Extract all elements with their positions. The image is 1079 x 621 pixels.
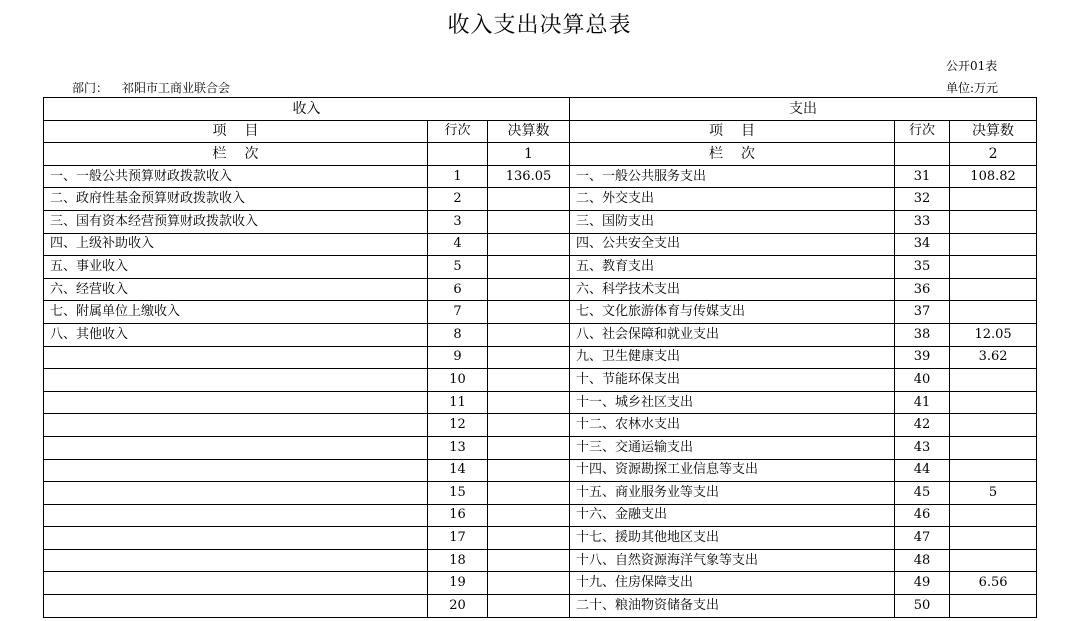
table-row — [44, 436, 1037, 459]
income-row-no-cell: 3 — [428, 210, 488, 233]
expense-item-header: 项目 — [570, 120, 895, 143]
income-amount-cell — [488, 210, 570, 233]
income-row-no-cell: 18 — [428, 549, 488, 572]
income-row-no-cell: 19 — [428, 572, 488, 595]
income-row-no-cell: 10 — [428, 369, 488, 392]
expense-item-cell: 十九、住房保障支出 — [570, 572, 895, 595]
expense-amount-cell — [950, 414, 1037, 437]
expense-amount-cell: 5 — [950, 482, 1037, 505]
income-amount-cell — [488, 301, 570, 324]
expense-row-no-cell: 49 — [895, 572, 950, 595]
income-expense-table — [43, 97, 1037, 618]
expense-amount-cell — [950, 369, 1037, 392]
expense-item-cell: 四、公共安全支出 — [570, 233, 895, 256]
income-amount-cell — [488, 527, 570, 550]
expense-amount-cell — [950, 504, 1037, 527]
income-row-no-cell: 8 — [428, 323, 488, 346]
expense-amount-cell — [950, 233, 1037, 256]
income-amount-cell — [488, 549, 570, 572]
expense-row-no-cell: 40 — [895, 369, 950, 392]
income-row-no-cell: 7 — [428, 301, 488, 324]
expense-row-no-cell: 47 — [895, 527, 950, 550]
expense-amount-cell: 6.56 — [950, 572, 1037, 595]
income-amount-cell — [488, 459, 570, 482]
income-item-cell — [44, 482, 428, 505]
income-item-cell — [44, 459, 428, 482]
expense-amount-cell: 108.82 — [950, 165, 1037, 188]
table-row — [44, 210, 1037, 233]
table-row — [44, 188, 1037, 211]
table-row — [44, 256, 1037, 279]
table-row — [44, 414, 1037, 437]
income-item-cell: 一、一般公共预算财政拨款收入 — [44, 165, 428, 188]
income-amount-cell — [488, 188, 570, 211]
expense-row-no-cell: 41 — [895, 391, 950, 414]
income-row-no-cell: 5 — [428, 256, 488, 279]
expense-amount-cell — [950, 256, 1037, 279]
income-row-no-cell: 1 — [428, 165, 488, 188]
expense-amount-header: 决算数 — [950, 120, 1037, 143]
table-row — [44, 549, 1037, 572]
expense-section-header: 支出 — [570, 98, 1037, 121]
income-column-blank — [428, 143, 488, 166]
income-amount-cell — [488, 233, 570, 256]
expense-row-no-cell: 33 — [895, 210, 950, 233]
header-row-section — [44, 98, 1037, 121]
expense-row-no-cell: 39 — [895, 346, 950, 369]
income-column-no: 1 — [488, 143, 570, 166]
income-row-no-cell: 16 — [428, 504, 488, 527]
expense-item-cell: 二十、粮油物资储备支出 — [570, 595, 895, 618]
expense-item-cell: 二、外交支出 — [570, 188, 895, 211]
table-row — [44, 278, 1037, 301]
expense-amount-cell — [950, 527, 1037, 550]
income-item-cell — [44, 346, 428, 369]
income-amount-cell — [488, 595, 570, 618]
income-item-cell — [44, 504, 428, 527]
income-amount-cell — [488, 278, 570, 301]
table-row — [44, 572, 1037, 595]
income-item-cell: 五、事业收入 — [44, 256, 428, 279]
table-row — [44, 391, 1037, 414]
income-item-header: 项目 — [44, 120, 428, 143]
table-row — [44, 527, 1037, 550]
income-row-no-cell: 12 — [428, 414, 488, 437]
expense-column-label: 栏次 — [570, 143, 895, 166]
income-row-no-cell: 2 — [428, 188, 488, 211]
income-row-no-cell: 9 — [428, 346, 488, 369]
expense-row-no-cell: 31 — [895, 165, 950, 188]
income-row-no-cell: 11 — [428, 391, 488, 414]
expense-amount-cell — [950, 549, 1037, 572]
income-item-cell: 八、其他收入 — [44, 323, 428, 346]
table-row — [44, 165, 1037, 188]
income-amount-cell — [488, 572, 570, 595]
income-amount-cell — [488, 504, 570, 527]
expense-row-no-cell: 36 — [895, 278, 950, 301]
income-amount-cell — [488, 391, 570, 414]
income-item-cell — [44, 572, 428, 595]
expense-amount-cell — [950, 595, 1037, 618]
income-amount-cell — [488, 346, 570, 369]
income-row-no-cell: 17 — [428, 527, 488, 550]
income-row-no-header: 行次 — [428, 120, 488, 143]
income-item-cell — [44, 549, 428, 572]
expense-item-cell: 十六、金融支出 — [570, 504, 895, 527]
expense-row-no-cell: 43 — [895, 436, 950, 459]
income-amount-header: 决算数 — [488, 120, 570, 143]
income-item-cell: 三、国有资本经营预算财政拨款收入 — [44, 210, 428, 233]
header-row-columns — [44, 120, 1037, 143]
expense-row-no-cell: 42 — [895, 414, 950, 437]
form-code: 公开01表 — [946, 59, 998, 73]
expense-item-cell: 十二、农林水支出 — [570, 414, 895, 437]
expense-row-no-header: 行次 — [895, 120, 950, 143]
table-row — [44, 504, 1037, 527]
income-item-cell: 七、附属单位上缴收入 — [44, 301, 428, 324]
income-row-no-cell: 13 — [428, 436, 488, 459]
expense-item-cell: 八、社会保障和就业支出 — [570, 323, 895, 346]
income-row-no-cell: 4 — [428, 233, 488, 256]
expense-item-cell: 十四、资源勘探工业信息等支出 — [570, 459, 895, 482]
income-item-cell — [44, 595, 428, 618]
income-amount-cell — [488, 436, 570, 459]
expense-item-cell: 十五、商业服务业等支出 — [570, 482, 895, 505]
table-row — [44, 323, 1037, 346]
income-row-no-cell: 15 — [428, 482, 488, 505]
expense-amount-cell — [950, 210, 1037, 233]
expense-column-no: 2 — [950, 143, 1037, 166]
income-item-cell — [44, 391, 428, 414]
income-column-label: 栏次 — [44, 143, 428, 166]
expense-row-no-cell: 32 — [895, 188, 950, 211]
table-row — [44, 233, 1037, 256]
expense-item-cell: 九、卫生健康支出 — [570, 346, 895, 369]
income-section-header: 收入 — [44, 98, 570, 121]
expense-row-no-cell: 38 — [895, 323, 950, 346]
expense-item-cell: 十七、援助其他地区支出 — [570, 527, 895, 550]
table-row — [44, 369, 1037, 392]
expense-amount-cell: 12.05 — [950, 323, 1037, 346]
expense-row-no-cell: 35 — [895, 256, 950, 279]
expense-row-no-cell: 37 — [895, 301, 950, 324]
expense-amount-cell — [950, 391, 1037, 414]
expense-amount-cell — [950, 436, 1037, 459]
table-row — [44, 482, 1037, 505]
expense-amount-cell — [950, 188, 1037, 211]
department-label: 部门： — [72, 81, 109, 95]
income-amount-cell — [488, 323, 570, 346]
income-row-no-cell: 6 — [428, 278, 488, 301]
expense-amount-cell: 3.62 — [950, 346, 1037, 369]
table-row — [44, 459, 1037, 482]
expense-item-cell: 五、教育支出 — [570, 256, 895, 279]
table-row — [44, 595, 1037, 618]
income-row-no-cell: 20 — [428, 595, 488, 618]
expense-row-no-cell: 34 — [895, 233, 950, 256]
expense-amount-cell — [950, 459, 1037, 482]
expense-amount-cell — [950, 301, 1037, 324]
expense-item-cell: 十、节能环保支出 — [570, 369, 895, 392]
income-amount-cell — [488, 369, 570, 392]
income-amount-cell — [488, 414, 570, 437]
expense-item-cell: 一、一般公共服务支出 — [570, 165, 895, 188]
income-amount-cell: 136.05 — [488, 165, 570, 188]
income-item-cell — [44, 414, 428, 437]
income-item-cell: 四、上级补助收入 — [44, 233, 428, 256]
income-item-cell: 六、经营收入 — [44, 278, 428, 301]
expense-row-no-cell: 50 — [895, 595, 950, 618]
department-name: 祁阳市工商业联合会 — [122, 81, 231, 95]
expense-row-no-cell: 44 — [895, 459, 950, 482]
table-row — [44, 346, 1037, 369]
income-item-cell — [44, 369, 428, 392]
header-row-column-no — [44, 143, 1037, 166]
expense-item-cell: 六、科学技术支出 — [570, 278, 895, 301]
expense-column-blank — [895, 143, 950, 166]
department-line — [72, 81, 230, 95]
expense-item-cell: 三、国防支出 — [570, 210, 895, 233]
unit-label: 单位:万元 — [946, 81, 999, 95]
expense-item-cell: 十一、城乡社区支出 — [570, 391, 895, 414]
expense-item-cell: 十八、自然资源海洋气象等支出 — [570, 549, 895, 572]
expense-row-no-cell: 45 — [895, 482, 950, 505]
expense-row-no-cell: 48 — [895, 549, 950, 572]
income-amount-cell — [488, 482, 570, 505]
table-row — [44, 301, 1037, 324]
page-title: 收入支出决算总表 — [447, 13, 632, 38]
expense-amount-cell — [950, 278, 1037, 301]
expense-item-cell: 十三、交通运输支出 — [570, 436, 895, 459]
expense-row-no-cell: 46 — [895, 504, 950, 527]
income-item-cell: 二、政府性基金预算财政拨款收入 — [44, 188, 428, 211]
income-item-cell — [44, 436, 428, 459]
income-row-no-cell: 14 — [428, 459, 488, 482]
income-item-cell — [44, 527, 428, 550]
income-amount-cell — [488, 256, 570, 279]
expense-item-cell: 七、文化旅游体育与传媒支出 — [570, 301, 895, 324]
